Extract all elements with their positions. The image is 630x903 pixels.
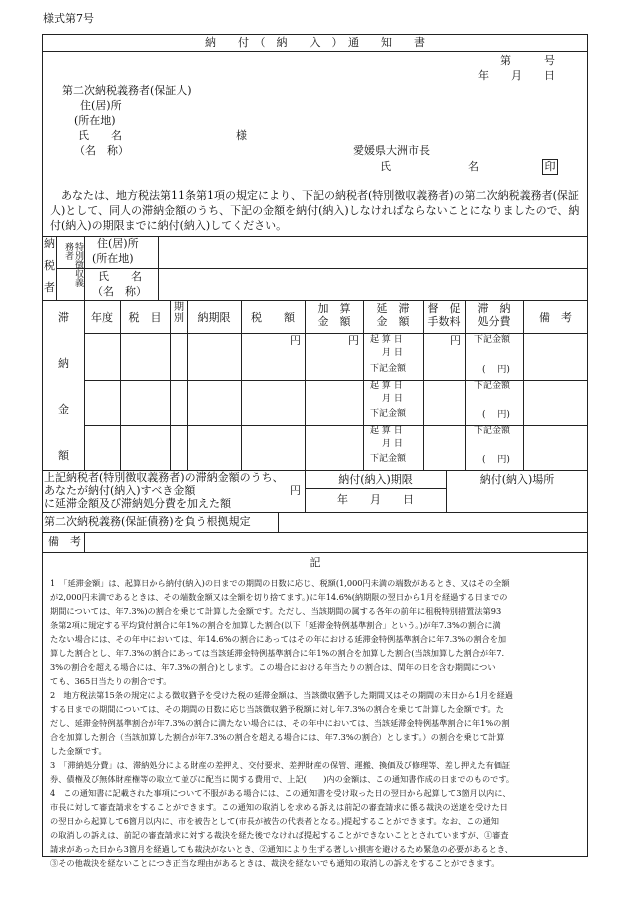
taxpayer-name-label: 氏 名 xyxy=(98,270,142,283)
note-line: 期間については、年7.3%)の割合を乗じて計算した金額です。ただし、当該期間の属する各年の前年に租税特別措置法第93 xyxy=(50,606,502,616)
taxpayer-paren-label: 特別徴収義務者 xyxy=(63,242,83,287)
taxpayer-side-2: 税 xyxy=(44,259,55,272)
taxpayer-side-3: 者 xyxy=(44,281,55,294)
col-header: 期別 xyxy=(174,302,184,324)
table-top-line xyxy=(42,300,588,301)
addressee-title: 第二次納税義務者(保証人) xyxy=(62,84,192,97)
col-header: 延 滞 金 額 xyxy=(376,302,410,328)
col-header: 加 算 金 額 xyxy=(317,302,351,328)
yen-unit: 円 xyxy=(348,334,359,347)
col-header: 納期限 xyxy=(197,311,231,324)
table-row2-line xyxy=(84,425,588,426)
note-line: ても、365日当たりの割合です。 xyxy=(50,676,172,686)
note-line: 3%の割合を超える場合には、年7.3%の割合)とします。この場合における年当たりの割合は、閏年の日を含む期間につい xyxy=(50,662,496,672)
lower-amount: 下記金額 xyxy=(370,364,407,374)
lower-amount: 下記金額 xyxy=(370,409,407,419)
note-line: ③その他裁決を経ないことにつき正当な理由があるときは、裁決を経ないでも通知の取消しの訴えをすることができます。 xyxy=(50,858,500,868)
issuer-name: 氏 名 xyxy=(380,160,479,173)
reckoning-month-day: 月 日 xyxy=(382,348,403,358)
note-line: 算した割合とし、年7.3%の割合にあっては当該延滞金特例基準割合に年1%の割合を加算した割合(当該加算した割合が年7. xyxy=(50,648,505,658)
note-line: 1 「延滞金額」は、起算日から納付(納入)の日までの期間の日数に応じ、税額(1,000円未満の端数があるとき、又はその全額 xyxy=(50,578,510,588)
addressee-address-sub: (所在地) xyxy=(74,114,116,127)
col-divider xyxy=(170,300,171,470)
table-side-4: 額 xyxy=(58,449,69,462)
note-line: たない場合には、その年中においては、年14.6%の割合にあってはその年における延滞金特例基準割合に年7.3%の割合を加 xyxy=(50,634,507,644)
deadline-date: 年 月 日 xyxy=(337,493,414,506)
notes-heading: 記 xyxy=(309,556,321,569)
col-header: 備 考 xyxy=(539,311,572,324)
note-line: 市長に対して審査請求をすることができます。この通知の取消しを求める訴えは前記の審査請求に係る裁決の送達を受けた日 xyxy=(50,802,508,812)
taxpayer-address-sub: (所在地) xyxy=(92,252,134,265)
document-number: 第 号 xyxy=(500,54,555,67)
col-header: 税 額 xyxy=(251,311,295,324)
reckoning-month-day: 月 日 xyxy=(382,394,403,404)
taxpayer-name-sub: （名 称） xyxy=(92,285,147,298)
col-header: 督 促 手数料 xyxy=(427,302,461,328)
lower-amount: 下記金額 xyxy=(474,335,511,345)
note-line: だし、延滞金特例基準割合が年7.3%の割合に満たない場合には、その年中においては、当該延滞金特例基準割合に年1%の割 xyxy=(50,718,510,728)
yen-unit: 円 xyxy=(290,334,301,347)
remarks-bottom-line xyxy=(42,552,588,553)
honorific: 様 xyxy=(236,129,247,142)
note-line: 合を加算した割合（当該加算した割合が年7.3%の割合を超える場合には、年7.3%の割合）とします。）の割合を乗じて計算 xyxy=(50,732,505,742)
lower-amount: 下記金額 xyxy=(474,426,511,436)
place-label: 納付(納入)場所 xyxy=(479,473,555,486)
paren-yen: ( 円) xyxy=(482,455,510,465)
note-line: する日までの期間については、その期間の日数に応じ当該徴収猶予税額に対し年7.3%の割合を乗じて計算した金額です。た xyxy=(50,704,504,714)
reckoning-day: 起 算 日 xyxy=(370,335,403,345)
lower-amount: 下記金額 xyxy=(474,381,511,391)
table-row1-line xyxy=(84,380,588,381)
summary-line-2: あなたが納付(納入)すべき金額 xyxy=(44,484,196,497)
table-side-3: 金 xyxy=(58,403,69,416)
basis-bottom-line xyxy=(42,532,588,533)
note-line: 請求があった日から3箇月を経過しても裁決がないとき、②通知により生ずる著しい損害を避けるため緊急の必要があるとき、 xyxy=(50,844,513,854)
note-line: 4 この通知書に記載された事項について不服がある場合には、この通知書を受け取った日の翌日から起算して3箇月以内に、 xyxy=(50,788,511,798)
col-divider xyxy=(523,300,524,470)
issuer: 愛媛県大洲市長 xyxy=(353,144,430,157)
note-line: の翌日から起算して6箇月以内に、市を被告として(市長が被告の代表者となる。)提起することができます。なお、この通知 xyxy=(50,816,499,826)
table-header-line xyxy=(84,333,588,334)
document-date: 年 月 日 xyxy=(478,69,555,82)
form-title: 納 付 （ 納 入 ） 通 知 書 xyxy=(205,36,425,49)
paren-yen: ( 円) xyxy=(482,365,510,375)
addressee-address-label: 住(居)所 xyxy=(80,99,122,112)
seal-mark xyxy=(542,159,558,175)
summary-mid-line xyxy=(305,488,446,489)
col-divider xyxy=(187,300,188,470)
yen-unit: 円 xyxy=(450,334,461,347)
taxpayer-address-label: 住(居)所 xyxy=(97,237,139,250)
intro-paragraph: あなたは、地方税法第11条第1項の規定により、下記の納税者(特別徴収義務者)の第二次納税義務者(保証人)として、同人の滞納金額のうち、下記の金額を納付(納入)しなければならないことになりましたので、納付(納入)の期限までに納付(納入)してください。 xyxy=(50,189,580,232)
title-divider xyxy=(42,51,588,52)
remarks-label: 備 考 xyxy=(48,535,81,548)
remarks-divider xyxy=(84,532,85,552)
seal-icon: 印 xyxy=(542,159,558,175)
col-header: 滞 納 処分費 xyxy=(477,302,511,328)
col-divider xyxy=(84,300,85,470)
note-line: 条第2項に規定する平均貸付割合に年1%の割合を加算した割合(以下「延滞金特例基準割合」という。)が年7.3%の割合に満 xyxy=(50,620,501,630)
deadline-label: 納付(納入)期限 xyxy=(338,473,413,486)
col-divider xyxy=(241,300,242,470)
col-divider xyxy=(120,300,121,470)
col-header: 税 目 xyxy=(128,311,162,324)
form-number: 様式第7号 xyxy=(43,12,94,25)
lower-amount: 下記金額 xyxy=(370,454,407,464)
addressee-name-sub: （名 称） xyxy=(74,144,129,157)
note-line: 3 「滞納処分費」は、滞納処分による財産の差押え、交付要求、差押財産の保管、運搬、換価及び修理等、差し押えた有価証 xyxy=(50,760,511,770)
reckoning-day: 起 算 日 xyxy=(370,381,403,391)
summary-line-3: に延滞金額及び滞納処分費を加えた額 xyxy=(44,497,231,510)
paren-yen: ( 円) xyxy=(482,410,510,420)
basis-label: 第二次納税義務(保証債務)を負う根拠規定 xyxy=(44,515,251,528)
basis-divider xyxy=(278,512,279,532)
note-line: 2 地方税法第15条の規定による徴収猶予を受けた税の延滞金額は、当該徴収猶予した期間又はその期間の末日から1月を経過 xyxy=(50,690,513,700)
note-line: 券、債権及び無体財産権等の取立て並びに配当に関する費用で、上記( )内の金額は、この通知書作成の日までのものです。 xyxy=(50,774,515,784)
reckoning-day: 起 算 日 xyxy=(370,426,403,436)
notes-list xyxy=(50,576,584,870)
summary-yen: 円 xyxy=(290,484,301,497)
summary-bottom-line xyxy=(42,512,588,513)
table-side-2: 納 xyxy=(58,357,69,370)
table-side-1: 滞 xyxy=(58,311,69,324)
note-line: した金額です。 xyxy=(50,746,107,756)
addressee-name-label: 氏 名 xyxy=(78,129,122,142)
note-line: の取消しの訴えは、前記の審査請求に対する裁決を経た後でなければ提起することができないこととされていますが、①審査 xyxy=(50,830,509,840)
summary-line-1: 上記納税者(特別徴収義務者)の滞納金額のうち、 xyxy=(44,471,284,484)
taxpayer-side-1: 納 xyxy=(44,237,55,250)
col-header: 年度 xyxy=(91,311,113,324)
reckoning-month-day: 月 日 xyxy=(382,439,403,449)
note-line: が2,000円未満であるときは、その端数金額又は全額を切り捨てます。)に年14.6%(納期限の翌日から1月を経過する日までの xyxy=(50,592,508,602)
taxpayer-mid-line xyxy=(56,268,588,269)
